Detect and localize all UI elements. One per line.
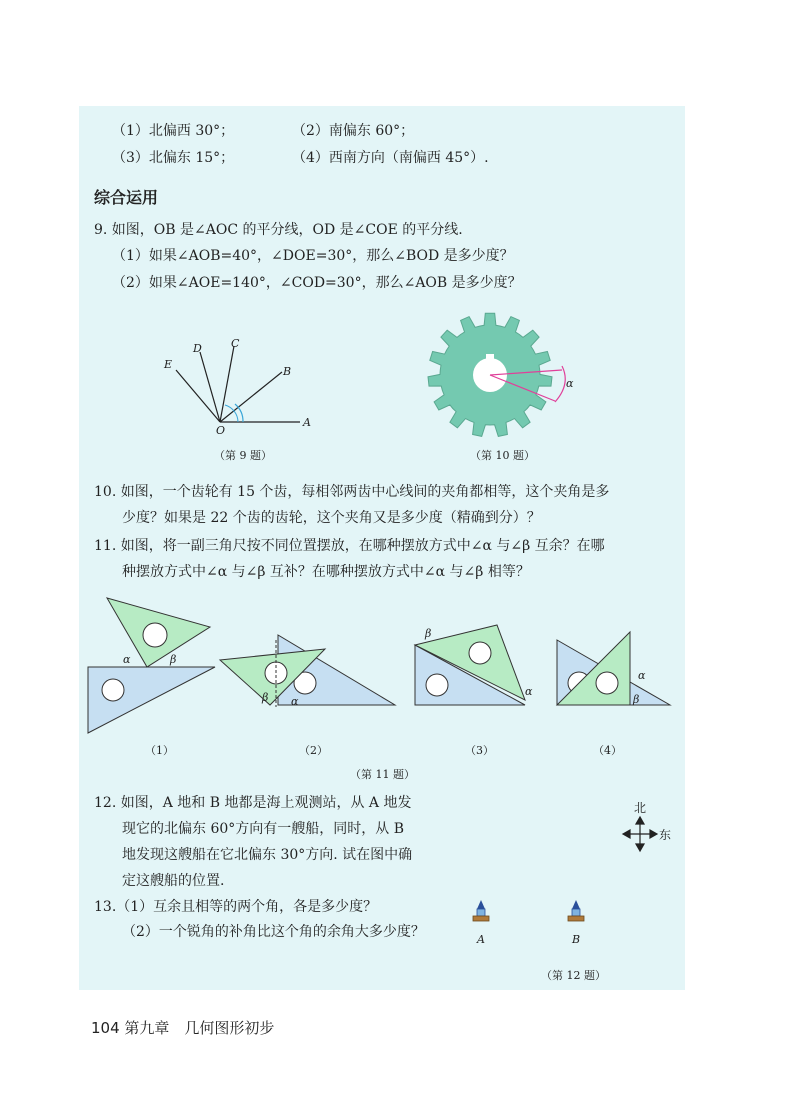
beta-label-2: β [262,691,269,704]
stations-figure [468,895,588,950]
set-square-hole [102,679,124,701]
beta-label-4: β [633,693,640,706]
north-label: 北 [634,801,647,815]
q12-caption: （第 12 题） [541,969,606,982]
q11-subcaption-1: （1） [145,744,174,757]
alpha-label-2: α [291,695,299,708]
arrangement-2 [220,635,395,707]
gear-keyway [486,354,494,360]
q11-triangles-figure [85,595,685,745]
page-number: 104 [91,1019,120,1037]
q9-caption: （第 9 题） [214,449,272,462]
q11-line2: 种摆放方式中∠α 与∠β 互补？在哪种摆放方式中∠α 与∠β 相等？ [122,564,530,580]
alpha-label-3: α [525,685,533,698]
beta-label-3: β [425,627,432,640]
q11-caption: （第 11 题） [350,768,415,781]
prev-item-3: （3）北偏东 15°； [112,150,235,166]
label-c: C [231,337,240,350]
label-b: B [283,365,292,378]
prev-item-4: （4）西南方向（南偏西 45°）. [292,150,489,166]
set-square-a [88,667,215,733]
ray-ob [220,372,282,422]
label-a: A [303,416,311,429]
alpha-label-4: α [638,669,646,682]
q11-subcaption-3: （3） [465,744,494,757]
q13-part2: （2）一个锐角的补角比这个角的余角大多少度？ [122,924,425,940]
q11-subcaption-4: （4） [593,744,622,757]
angle-arc-2 [225,405,238,422]
label-o: O [216,424,226,437]
station-b-label: B [572,933,581,946]
ray-oe [176,370,220,422]
set-square-hole [426,674,448,696]
set-square-hole [596,672,618,694]
chapter-title: 第九章 几何图形初步 [124,1019,275,1037]
q13-part1: 13.（1）互余且相等的两个角，各是多少度？ [94,899,378,915]
q10-gear-figure [425,310,585,450]
q9-stem: 9. 如图，OB 是∠AOC 的平分线，OD 是∠COE 的平分线. [94,222,463,238]
east-label: 东 [659,828,672,842]
q9-part2: （2）如果∠AOE=140°，∠COD=30°，那么∠AOB 是多少度？ [112,275,522,291]
arrangement-4 [557,632,670,705]
ray-oc [220,346,234,422]
station-b-icon [568,900,584,921]
set-square-hole [469,642,491,664]
section-title: 综合运用 [94,188,159,207]
q9-part1: （1）如果∠AOB=40°，∠DOE=30°，那么∠BOD 是多少度？ [112,248,514,264]
compass-figure [615,800,675,855]
arrangement-1 [88,598,215,733]
alpha-arc [555,366,565,402]
q10-line2: 少度？如果是 22 个齿的齿轮，这个夹角又是多少度（精确到分）？ [122,510,541,526]
alpha-label-1: α [123,653,131,666]
north-arrow-icon [636,817,644,824]
q12-line4: 定这艘船的位置. [122,873,225,889]
station-a-label: A [477,933,485,946]
q11-subcaption-2: （2） [299,744,328,757]
arrangement-3 [415,625,525,705]
station-a-icon [473,900,489,921]
q12-line3: 地发现这艘船在它北偏东 30°方向. 试在图中确 [122,847,413,863]
gear-alpha-label: α [566,377,574,390]
set-square-hole [143,623,167,647]
label-e: E [164,358,173,371]
prev-item-1: （1）北偏西 30°； [112,123,235,139]
q9-angle-figure [150,330,330,440]
beta-label-1: β [170,653,177,666]
south-arrow-icon [636,844,644,851]
ray-od [200,352,220,422]
q12-line1: 12. 如图，A 地和 B 地都是海上观测站，从 A 地发 [94,795,412,811]
prev-item-2: （2）南偏东 60°； [292,123,415,139]
label-d: D [193,342,202,355]
q12-line2: 现它的北偏东 60°方向有一艘船，同时，从 B [122,821,405,837]
page-footer [91,1017,274,1038]
east-arrow-icon [650,830,657,838]
q10-caption: （第 10 题） [470,449,535,462]
q11-line1: 11. 如图，将一副三角尺按不同位置摆放，在哪种摆放方式中∠α 与∠β 互余？在哪 [94,538,605,554]
west-arrow-icon [623,830,630,838]
q10-line1: 10. 如图，一个齿轮有 15 个齿，每相邻两齿中心线间的夹角都相等，这个夹角是多 [94,484,610,500]
